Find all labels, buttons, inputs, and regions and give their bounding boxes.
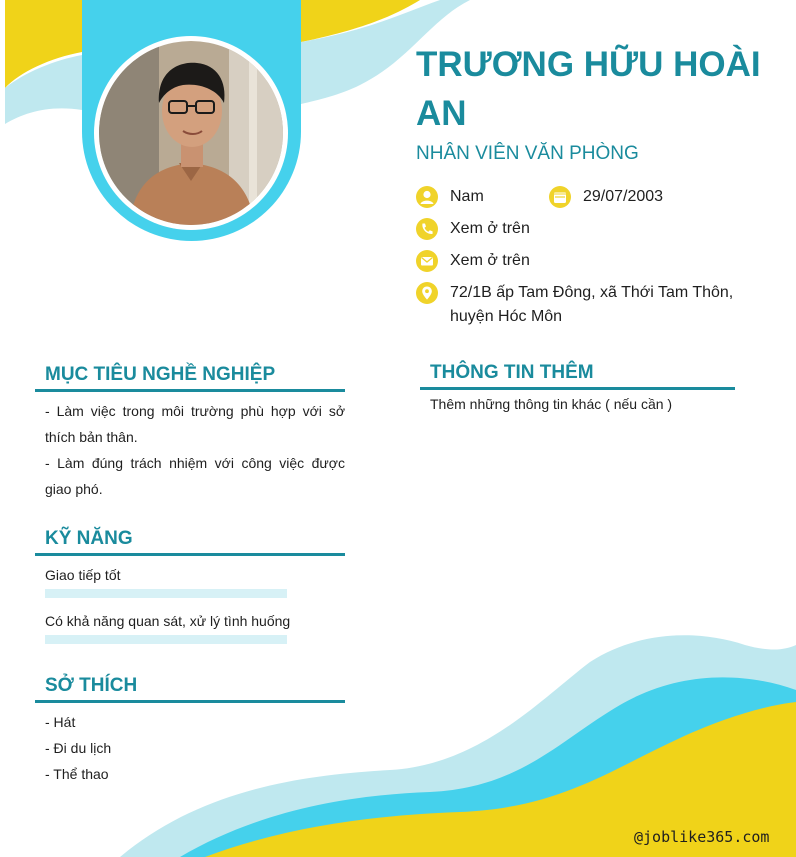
profile-photo [99, 41, 283, 225]
hobbies-title: SỞ THÍCH [45, 675, 138, 696]
skill-label: Giao tiếp tốt [45, 567, 121, 583]
skills-title: KỸ NĂNG [45, 528, 133, 549]
objective-divider [35, 389, 345, 392]
objective-line: - Làm đúng trách nhiệm với công việc được giao phó. [45, 455, 345, 497]
calendar-icon [549, 186, 571, 208]
hobby-item: - Thể thao [45, 766, 109, 782]
birth-date-value: 29/07/2003 [583, 188, 664, 205]
job-title: NHÂN VIÊN VĂN PHÒNG [416, 143, 639, 164]
candidate-name: TRƯƠNG HỮU HOÀI AN [416, 45, 761, 133]
mail-icon [416, 250, 438, 272]
extra-info-text: Thêm những thông tin khác ( nếu cần ) [430, 396, 673, 412]
site-watermark: @joblike365.com [634, 828, 770, 846]
extra-info-divider [420, 387, 735, 390]
skill-label: Có khả năng quan sát, xử lý tình huống [45, 613, 291, 629]
phone-value: Xem ở trên [450, 220, 530, 237]
hobbies-divider [35, 700, 345, 703]
location-pin-icon [416, 282, 438, 304]
objective-line: - Làm việc trong môi trường phù hợp với sở thích bản thân. [45, 403, 345, 445]
skills-divider [35, 553, 345, 556]
extra-info-title: THÔNG TIN THÊM [430, 362, 594, 383]
skill-bar [45, 589, 287, 598]
phone-icon [416, 218, 438, 240]
address-value: 72/1B ấp Tam Đông, xã Thới Tam Thôn, huyện Hóc Môn [450, 284, 734, 325]
gender-value: Nam [450, 188, 484, 205]
objective-title: MỤC TIÊU NGHỀ NGHIỆP [45, 364, 276, 385]
objective-text [45, 398, 345, 502]
person-icon [416, 186, 438, 208]
skill-bar [45, 635, 287, 644]
hobby-item: - Hát [45, 714, 76, 730]
email-value: Xem ở trên [450, 252, 530, 269]
hobby-item: - Đi du lịch [45, 740, 112, 756]
profile-photo-illustration [99, 41, 283, 225]
